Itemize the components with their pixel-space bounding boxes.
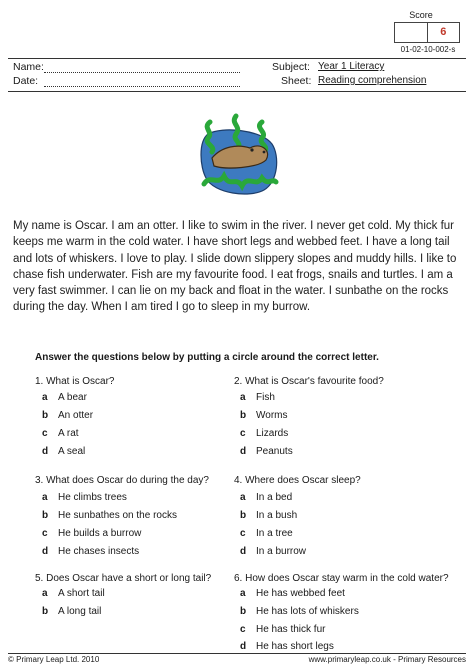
option-letter: a xyxy=(42,588,48,599)
option-text: Peanuts xyxy=(256,446,293,457)
option-text: Fish xyxy=(256,392,275,403)
answer-option[interactable] xyxy=(240,606,359,617)
answer-option[interactable] xyxy=(42,528,141,539)
option-text: A bear xyxy=(58,392,87,403)
instructions: Answer the questions below by putting a circle around the correct letter. xyxy=(35,352,379,363)
answer-option[interactable] xyxy=(240,428,288,439)
answer-option[interactable] xyxy=(240,392,275,403)
date-label: Date: xyxy=(13,75,39,87)
option-letter: c xyxy=(240,624,246,635)
option-letter: c xyxy=(240,528,246,539)
option-letter: a xyxy=(42,492,48,503)
option-text: A seal xyxy=(58,446,86,457)
answer-option[interactable] xyxy=(240,410,287,421)
option-text: He has short legs xyxy=(256,641,334,652)
answer-option[interactable] xyxy=(42,446,85,457)
option-letter: d xyxy=(240,546,247,557)
score-empty-cell xyxy=(395,23,427,42)
answer-option[interactable] xyxy=(42,392,87,403)
date-field[interactable] xyxy=(44,86,240,87)
subject-label: Subject: xyxy=(272,61,310,73)
option-text: He sunbathes on the rocks xyxy=(58,510,177,521)
option-letter: b xyxy=(42,410,49,421)
sheet-value: Reading comprehension xyxy=(318,75,427,86)
option-letter: a xyxy=(42,392,48,403)
answer-option[interactable] xyxy=(42,410,93,421)
option-letter: a xyxy=(240,392,246,403)
option-text: In a bush xyxy=(256,510,298,521)
score-value: 6 xyxy=(427,23,460,42)
answer-option[interactable] xyxy=(240,624,325,635)
option-text: A long tail xyxy=(58,606,102,617)
option-text: A rat xyxy=(58,428,79,439)
sheet-label: Sheet: xyxy=(281,75,312,87)
option-letter: a xyxy=(240,588,246,599)
answer-option[interactable] xyxy=(42,428,79,439)
answer-option[interactable] xyxy=(42,606,101,617)
answer-option[interactable] xyxy=(240,492,292,503)
answer-option[interactable] xyxy=(240,446,293,457)
option-text: He has thick fur xyxy=(256,624,326,635)
option-text: Worms xyxy=(256,410,288,421)
header-top-rule xyxy=(8,58,466,59)
option-letter: d xyxy=(240,641,247,652)
answer-option[interactable] xyxy=(42,588,105,599)
option-letter: d xyxy=(42,546,49,557)
score-label: Score xyxy=(409,10,433,20)
option-text: He chases insects xyxy=(58,546,140,557)
option-letter: b xyxy=(42,606,49,617)
question-6: 6. How does Oscar stay warm in the cold water? xyxy=(234,573,449,584)
option-text: He has lots of whiskers xyxy=(256,606,359,617)
footer-website-link[interactable]: www.primaryleap.co.uk - Primary Resources xyxy=(308,655,466,664)
option-text: He builds a burrow xyxy=(58,528,142,539)
option-letter: b xyxy=(240,510,247,521)
subject-value: Year 1 Literacy xyxy=(318,61,385,72)
sheet-code: 01-02-10-002-s xyxy=(400,45,456,54)
answer-option[interactable] xyxy=(240,588,345,599)
question-5: 5. Does Oscar have a short or long tail? xyxy=(35,573,212,584)
reading-passage: My name is Oscar. I am an otter. I like to swim in the river. I never get cold. My thick fur keeps me warm in the cold water. I have short legs and webbed feet. I have a long tail and lots of whiskers. I love to play. I slide down slippery slopes and muddy hills. I like to chase fish underwater. Fish are my favourite food. I eat frogs, snails and turtles. I am a very fast swimmer. I can lie on my back and float in the water. I sunbathe on the rocks during the day. When I am tired I go to sleep in my burrow. xyxy=(13,220,457,314)
option-text: In a tree xyxy=(256,528,293,539)
answer-option[interactable] xyxy=(42,546,139,557)
option-letter: d xyxy=(42,446,49,457)
answer-option[interactable] xyxy=(240,546,306,557)
answer-option[interactable] xyxy=(240,641,334,652)
option-letter: c xyxy=(42,528,48,539)
question-4: 4. Where does Oscar sleep? xyxy=(234,475,361,486)
option-text: Lizards xyxy=(256,428,289,439)
question-1: 1. What is Oscar? xyxy=(35,376,115,387)
answer-option[interactable] xyxy=(42,510,177,521)
option-letter: b xyxy=(240,606,247,617)
name-field[interactable] xyxy=(44,72,240,73)
otter-in-water-icon xyxy=(192,112,284,204)
option-text: In a burrow xyxy=(256,546,307,557)
option-letter: c xyxy=(240,428,246,439)
header-bottom-rule xyxy=(8,91,466,92)
option-text: He climbs trees xyxy=(58,492,127,503)
footer-rule xyxy=(8,653,466,654)
question-2: 2. What is Oscar's favourite food? xyxy=(234,376,384,387)
option-text: In a bed xyxy=(256,492,293,503)
answer-option[interactable] xyxy=(240,510,297,521)
answer-option[interactable] xyxy=(240,528,293,539)
option-letter: c xyxy=(42,428,48,439)
name-label: Name: xyxy=(13,61,44,73)
option-text: A short tail xyxy=(58,588,105,599)
footer-copyright: © Primary Leap Ltd. 2010 xyxy=(8,655,100,664)
question-3: 3. What does Oscar do during the day? xyxy=(35,475,209,486)
option-letter: a xyxy=(240,492,246,503)
option-letter: b xyxy=(42,510,49,521)
answer-option[interactable] xyxy=(42,492,127,503)
option-letter: b xyxy=(240,410,247,421)
option-text: An otter xyxy=(58,410,94,421)
option-text: He has webbed feet xyxy=(256,588,345,599)
option-letter: d xyxy=(240,446,247,457)
score-box xyxy=(394,22,460,43)
